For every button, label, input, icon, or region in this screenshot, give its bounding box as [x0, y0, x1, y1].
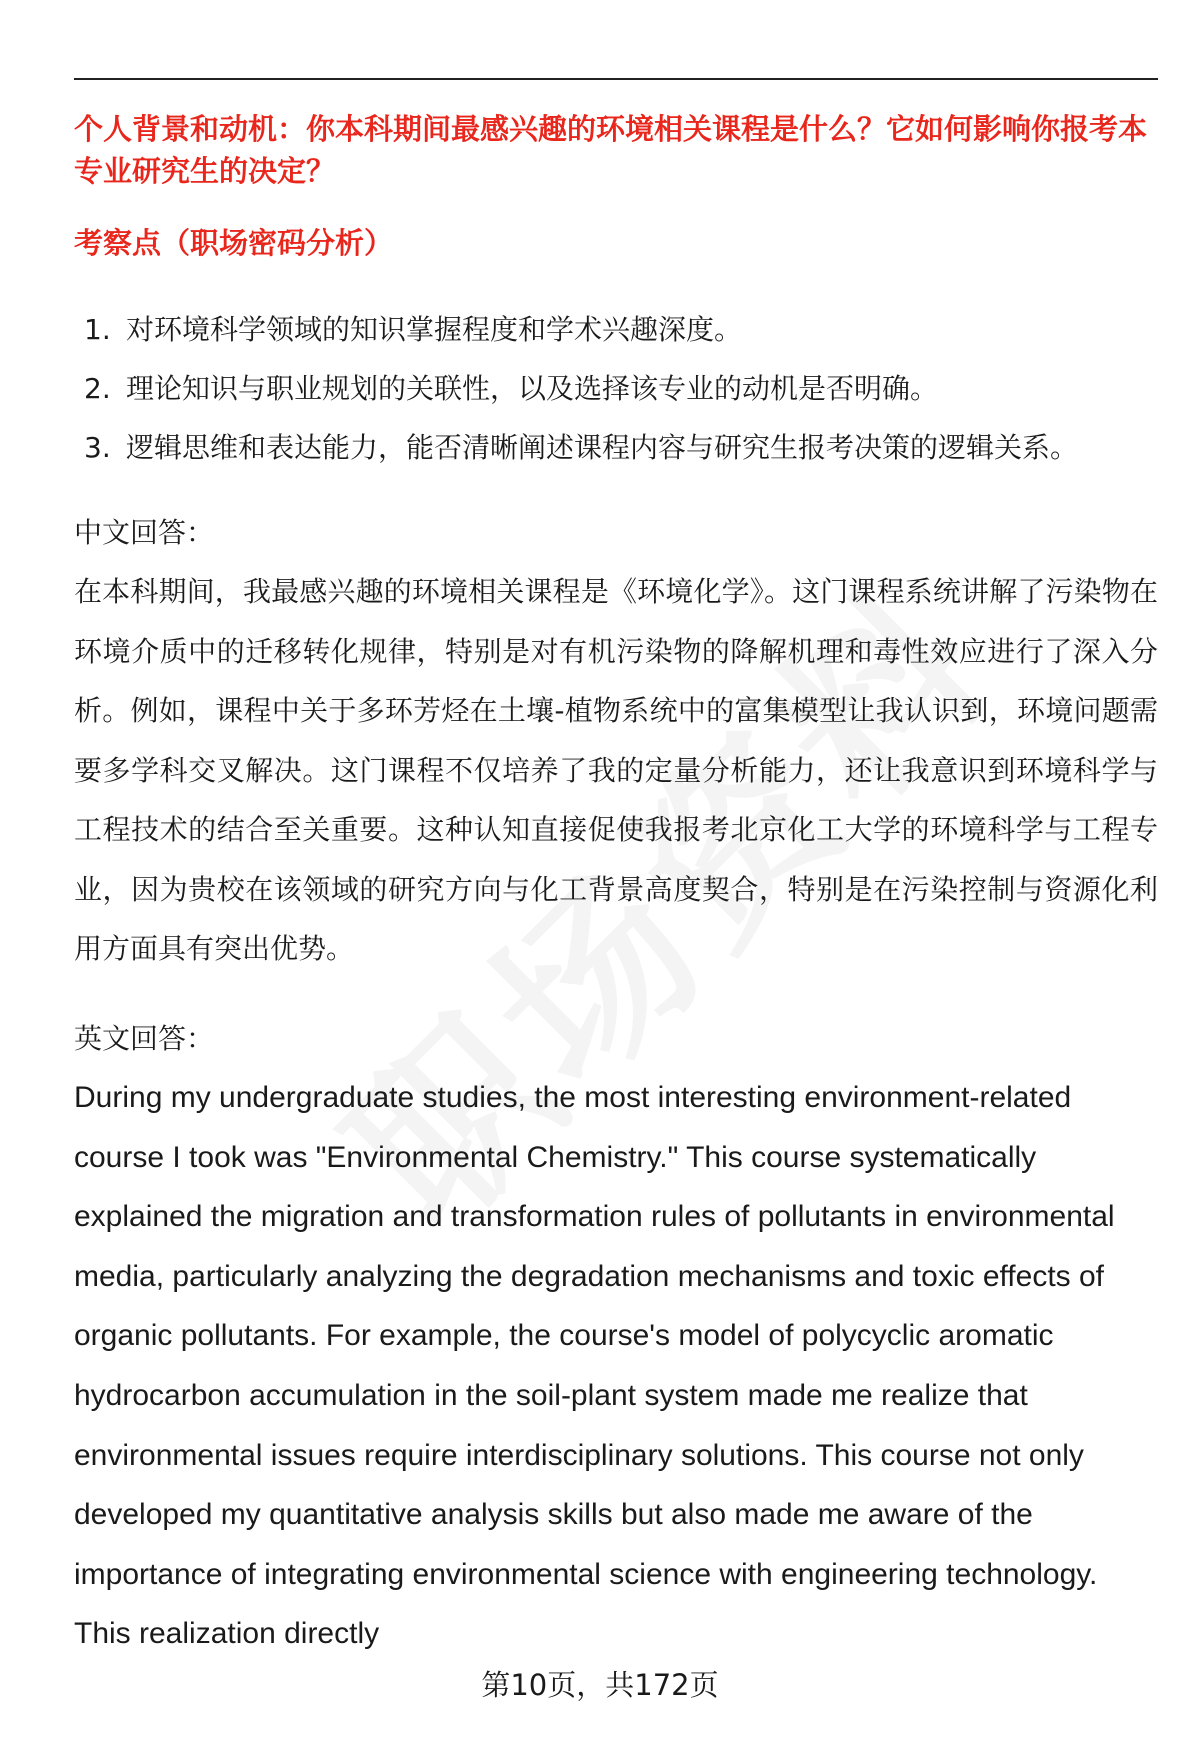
document-page	[74, 0, 1158, 1755]
english-answer-text: During my undergraduate studies, the most interesting environment-related course I took was "Environmental Chemistry." This course systematically explained the migration and transformation rules of pollutants in environmental media, particularly analyzing the degradation mechanisms and toxic effects of organic pollutants. For example, the course's model of polycyclic aromatic hydrocarbon accumulation in the soil-plant system made me realize that environmental issues require interdisciplinary solutions. This course not only developed my quantitative analysis skills but also made me aware of the importance of integrating environmental science with engineering technology. This realization directly	[74, 1081, 1115, 1651]
page-number: 第10页，共172页	[481, 1668, 719, 1702]
list-item-number: 2.	[84, 372, 111, 405]
assessment-points-title: 考察点（职场密码分析）	[74, 226, 394, 260]
top-divider	[74, 78, 1158, 80]
list-item-text: 对环境科学领域的知识掌握程度和学术兴趣深度。	[126, 313, 743, 346]
list-item-text: 理论知识与职业规划的关联性，以及选择该专业的动机是否明确。	[126, 372, 939, 405]
chinese-answer-text: 在本科期间，我最感兴趣的环境相关课程是《环境化学》。这门课程系统讲解了污染物在环境介质中的迁移转化规律，特别是对有机污染物的降解机理和毒性效应进行了深入分析。例如，课程中关于多环芳烃在土壤-植物系统中的富集模型让我认识到，环境问题需要多学科交叉解决。这门课程不仅培养了我的定量分析能力，还让我意识到环境科学与工程技术的结合至关重要。这种认知直接促使我报考北京化工大学的环境科学与工程专业，因为贵校在该领域的研究方向与化工背景高度契合，特别是在污染控制与资源化利用方面具有突出优势。	[74, 575, 1158, 965]
question-heading: 个人背景和动机：你本科期间最感兴趣的环境相关课程是什么？它如何影响你报考本专业研究生的决定？	[74, 112, 1148, 188]
list-item-number: 3.	[84, 431, 111, 464]
english-answer-label: 英文回答：	[74, 1022, 215, 1055]
list-item	[84, 300, 1158, 359]
list-item	[84, 418, 1158, 477]
list-item	[84, 359, 1158, 418]
list-item-text: 逻辑思维和表达能力，能否清晰阐述课程内容与研究生报考决策的逻辑关系。	[126, 431, 1079, 464]
chinese-answer-label: 中文回答：	[74, 516, 215, 549]
assessment-points-list	[84, 300, 1158, 477]
list-item-number: 1.	[84, 313, 111, 346]
